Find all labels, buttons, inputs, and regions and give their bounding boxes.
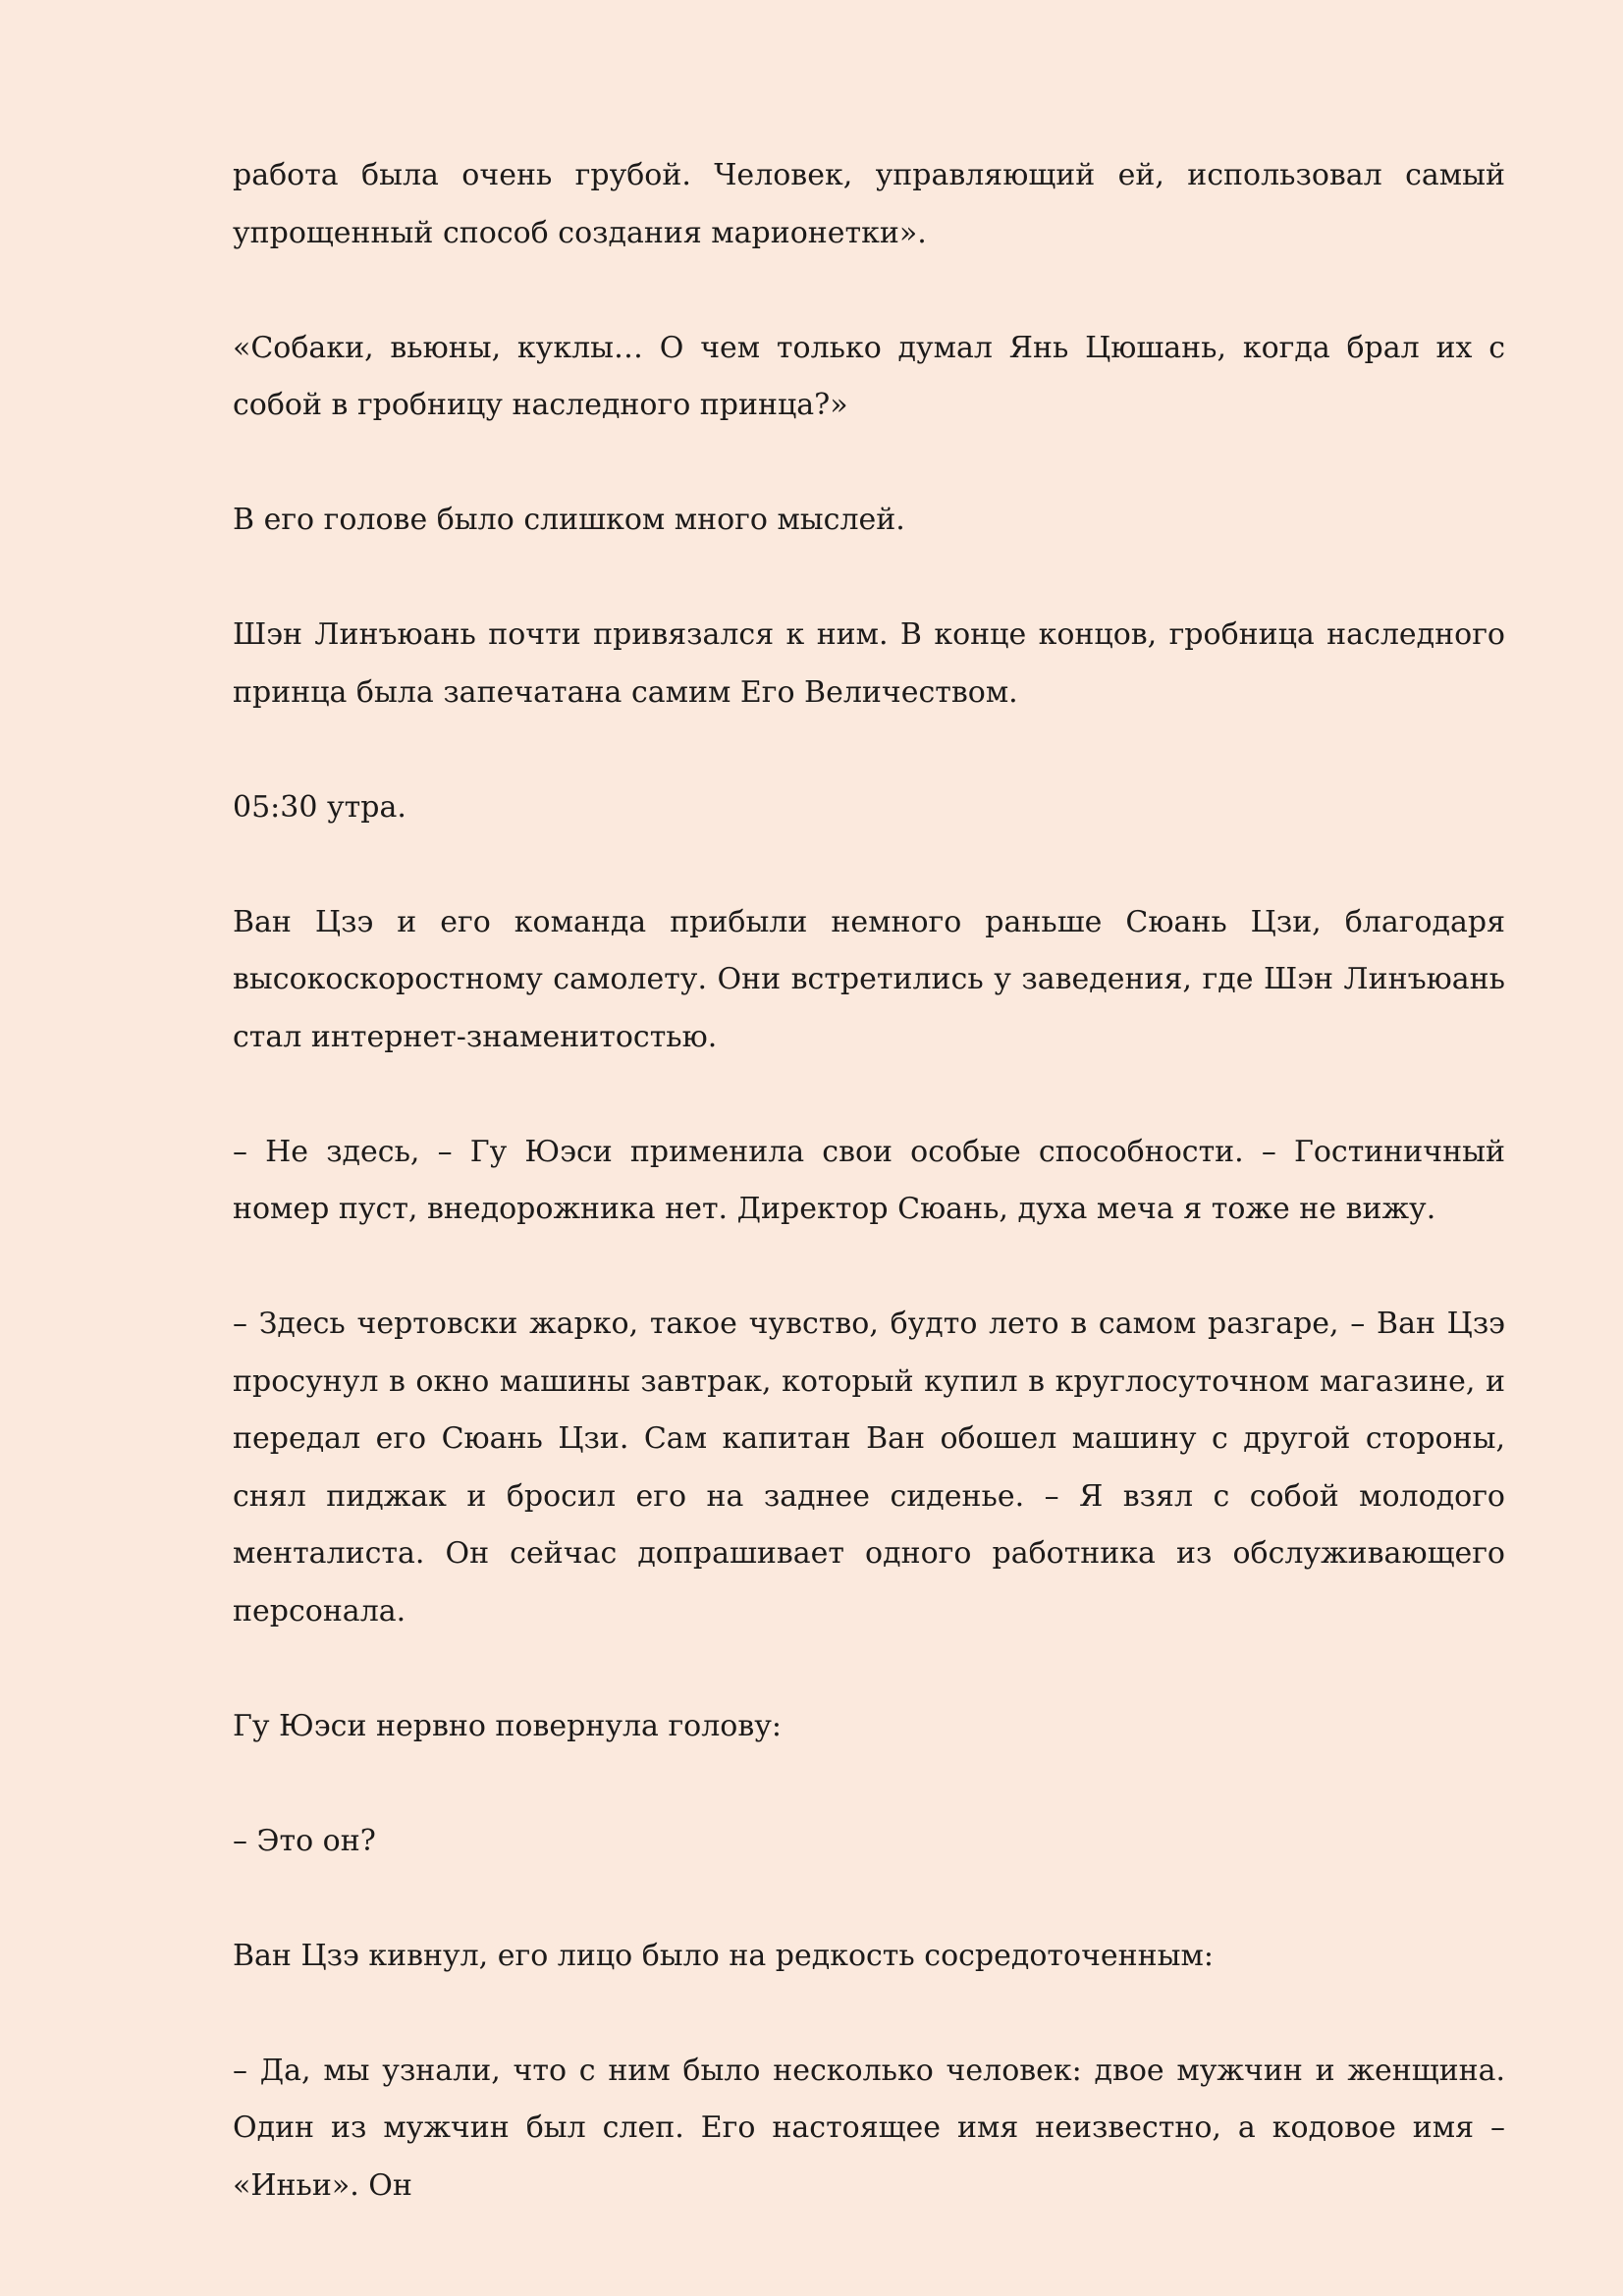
paragraph-7: – Не здесь, – Гу Юэси применила свои особые способности. – Гостиничный номер пуст, внедорожника нет. Директор Сюань, духа меча я тоже не вижу.	[233, 1134, 1505, 1226]
paragraph-12: – Да, мы узнали, что с ним было несколько человек: двое мужчин и женщина. Один из мужчин был слеп. Его настоящее имя неизвестно, а кодовое имя – «Иньи». Он	[233, 2053, 1505, 2203]
paragraph-9: Гу Юэси нервно повернула голову:	[233, 1708, 782, 1743]
paragraph-4: Шэн Линъюань почти привязался к ним. В конце концов, гробница наследного принца была запечатана самим Его Величеством.	[233, 617, 1505, 710]
document-page	[233, 147, 1505, 2272]
paragraph-2: «Собаки, вьюны, куклы… О чем только думал Янь Цюшань, когда брал их с собой в гробницу наследного принца?»	[233, 330, 1505, 422]
paragraph-1: работа была очень грубой. Человек, управляющий ей, использовал самый упрощенный способ создания марионетки».	[233, 158, 1505, 250]
paragraph-10: – Это он?	[233, 1823, 376, 1858]
paragraph-6: Ван Цзэ и его команда прибыли немного раньше Сюань Цзи, благодаря высокоскоростному самолету. Они встретились у заведения, где Шэн Линъюань стал интернет-знаменитостью.	[233, 904, 1505, 1054]
paragraph-5: 05:30 утра.	[233, 789, 406, 825]
paragraph-3: В его голове было слишком много мыслей.	[233, 503, 905, 537]
paragraph-11: Ван Цзэ кивнул, его лицо было на редкость сосредоточенным:	[233, 1938, 1214, 1973]
paragraph-8: – Здесь чертовски жарко, такое чувство, будто лето в самом разгаре, – Ван Цзэ просунул в окно машины завтрак, который купил в круглосуточном магазине, и передал его Сюань Цзи. Сам капитан Ван обошел машину с другой стороны, снял пиджак и бросил его на заднее сиденье. – Я взял с собой молодого менталиста. Он сейчас допрашивает одного работника из обслуживающего персонала.	[233, 1307, 1505, 1629]
